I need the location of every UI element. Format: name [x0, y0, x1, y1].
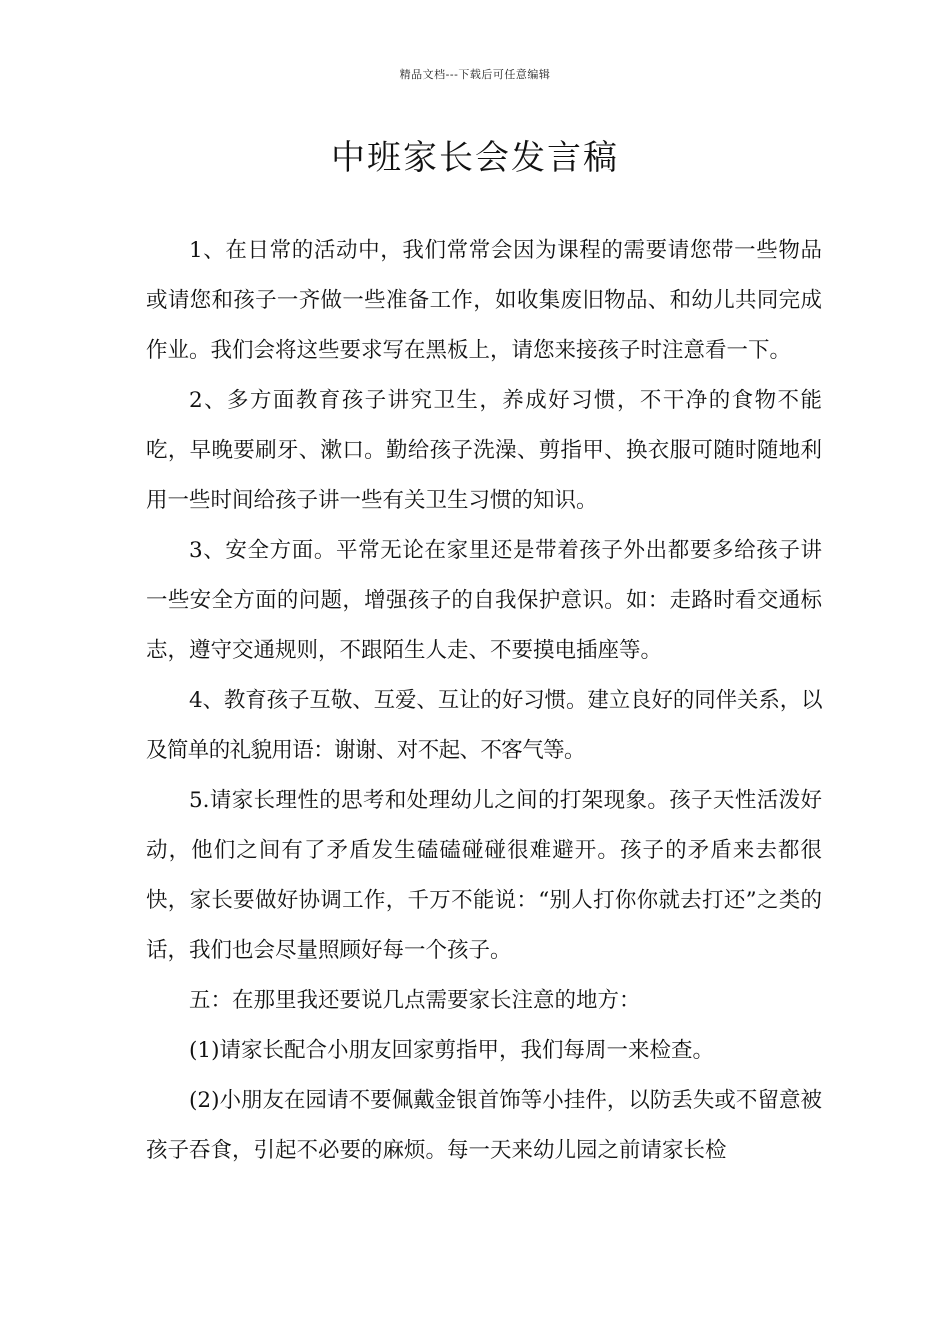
paragraph-section-5: 五：在那里我还要说几点需要家长注意的地方：	[189, 988, 641, 1013]
header-note: 精品文档---下载后可任意编辑	[399, 68, 551, 81]
document-title: 中班家长会发言稿	[331, 138, 619, 178]
paragraph-1: 1、在日常的活动中，我们常常会因为课程的需要请您带一些物品或请您和孩子一齐做一些准备工作，如收集废旧物品、和幼儿共同完成作业。我们会将这些要求写在黑板上，请您来接孩子时注意看一下。	[146, 238, 822, 363]
paragraph-5: 5.请家长理性的思考和处理幼儿之间的打架现象。孩子天性活泼好动，他们之间有了矛盾发生磕磕碰碰很难避开。孩子的矛盾来去都很快，家长要做好协调工作，千万不能说：“别人打你你就去打还”之类的话，我们也会尽量照顾好每一个孩子。	[146, 788, 822, 963]
paragraph-2: 2、多方面教育孩子讲究卫生，养成好习惯，不干净的食物不能吃，早晚要刷牙、漱口。勤给孩子洗澡、剪指甲、换衣服可随时随地利用一些时间给孩子讲一些有关卫生习惯的知识。	[146, 388, 822, 513]
paragraph-4: 4、教育孩子互敬、互爱、互让的好习惯。建立良好的同伴关系，以及简单的礼貌用语：谢谢、对不起、不客气等。	[146, 688, 822, 763]
paragraph-item-2: (2)小朋友在园请不要佩戴金银首饰等小挂件，以防丢失或不留意被孩子吞食，引起不必要的麻烦。每一天来幼儿园之前请家长检	[146, 1088, 822, 1163]
paragraph-3: 3、安全方面。平常无论在家里还是带着孩子外出都要多给孩子讲一些安全方面的问题，增强孩子的自我保护意识。如：走路时看交通标志，遵守交通规则，不跟陌生人走、不要摸电插座等。	[146, 538, 822, 663]
paragraph-item-1: (1)请家长配合小朋友回家剪指甲，我们每周一来检查。	[189, 1038, 714, 1063]
document-body	[146, 226, 822, 1176]
